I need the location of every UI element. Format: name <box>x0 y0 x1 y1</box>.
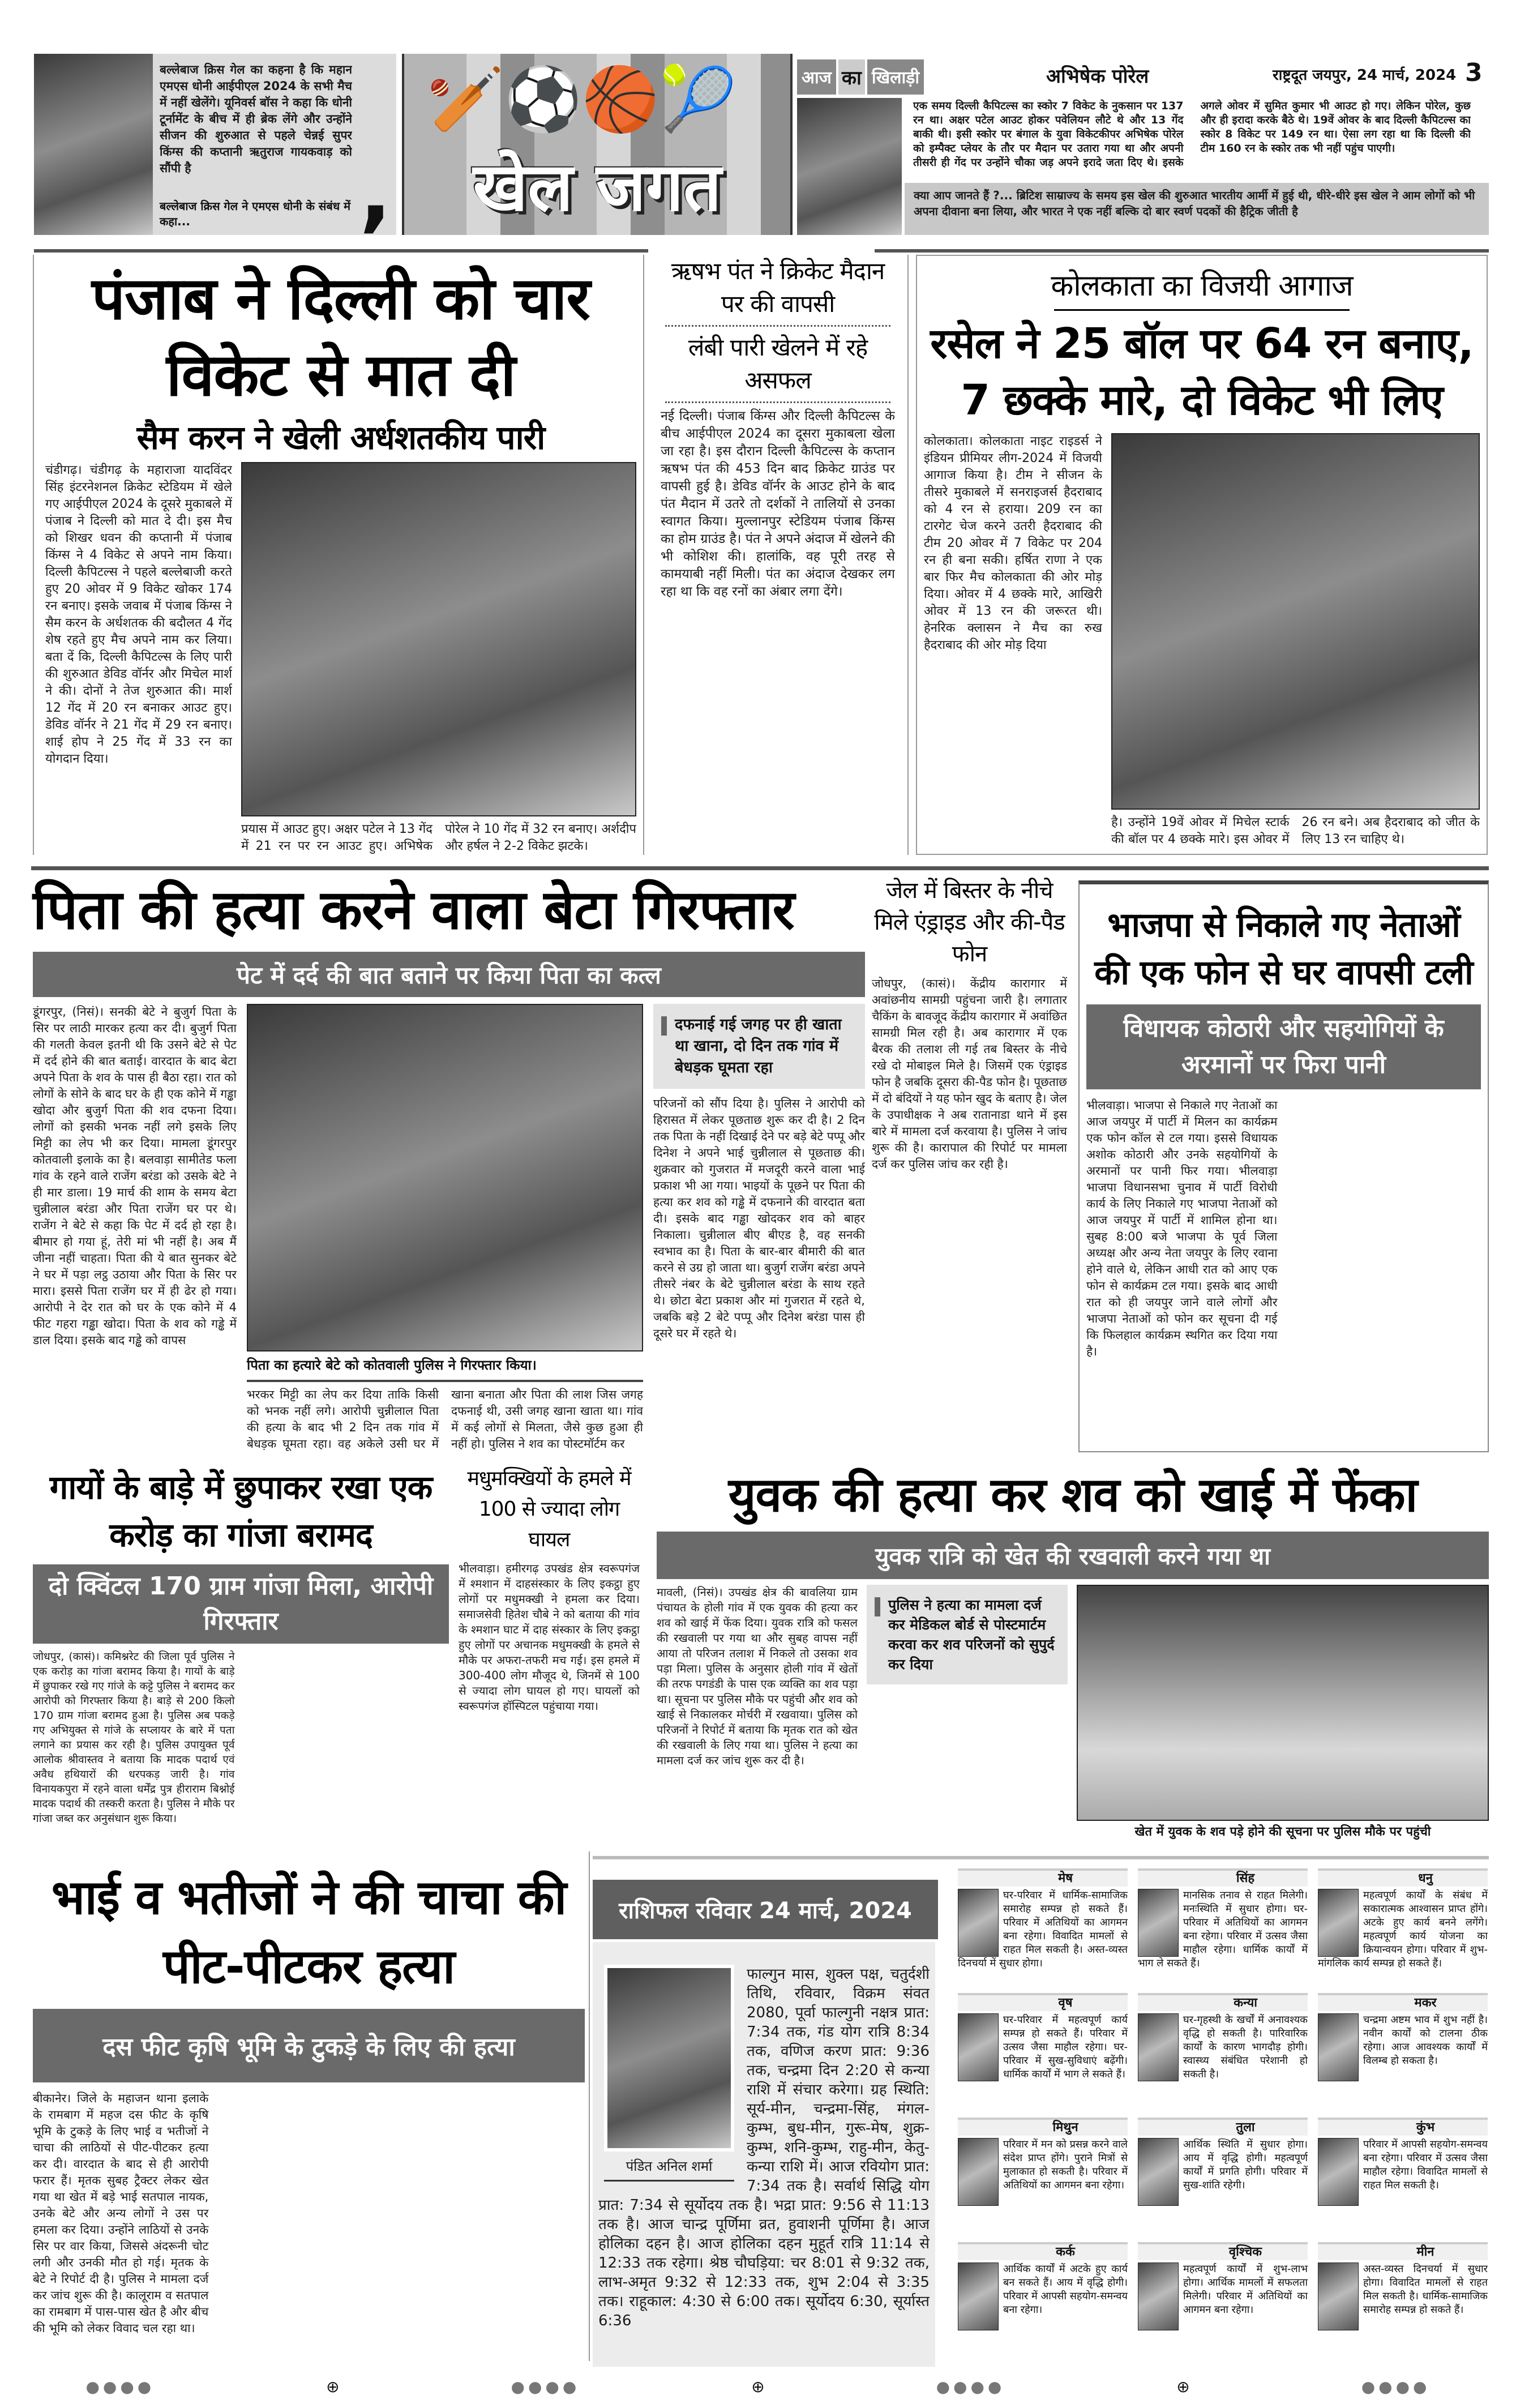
vrish-icon <box>958 2013 999 2081</box>
crosshair-icon: ⊕ <box>326 2377 340 2396</box>
sign-body <box>958 2011 1128 2112</box>
pullquote: पुलिस ने हत्या का मामला दर्ज कर मेडिकल बोर्ड से पोस्टमार्टम करवा कर शव परिजनों को सुपुर्द कर दिया <box>867 1585 1068 1684</box>
pandit-block <box>598 1965 740 2182</box>
headline: रसेल ने 25 बॉल पर 64 रन बनाए, 7 छक्के मारे, दो विकेट भी लिए <box>930 319 1474 425</box>
headline: ऋषभ पंत ने क्रिकेट मैदान पर की वापसी <box>671 257 885 318</box>
jail-story <box>872 875 1067 1452</box>
sign-text: चन्द्रमा अष्टम भाव में शुभ नहीं है। नवीन कार्यों को टालना ठीक रहेगा। आज आवश्यक कार्यों में विलम्ब हो सकता है। <box>1363 2014 1488 2067</box>
vrishchik-icon <box>1138 2262 1179 2330</box>
dotted-divider <box>665 401 890 403</box>
subhead: युवक रात्रि को खेत की रखवाली करने गया था <box>657 1532 1489 1579</box>
kanya-icon <box>1138 2013 1179 2081</box>
divider <box>875 249 1489 253</box>
headline: भाजपा से निकाले गए नेताओं की एक फोन से घर वापसी टली <box>1094 905 1473 993</box>
kolkata-content <box>924 433 1480 848</box>
khiladi-label-khiladi: खिलाड़ी <box>867 59 924 95</box>
khiladi-label <box>797 59 924 95</box>
subhead: लंबी पारी खेलने में रहे असफल <box>688 333 868 394</box>
sign-body <box>1138 2260 1308 2361</box>
headline: युवक की हत्या कर शव को खाई में फेंका <box>728 1467 1417 1522</box>
article-body: भीलवाड़ा। हमीरगढ़ उपखंड क्षेत्र स्वरूपगंज में श्मशान में दाहसंस्कार के लिए इकट्ठा हुए लोगों पर मधुमक्खी ने हमला कर दिया। समाजसेवी हितेश चौबे ने को बताया की गांव के श्मशान घाट में दाह संस्कार के लिए इकट्ठा हुए लोगों पर अचानक मधुमक्खी के हमले से मौके पर अफरा-तफरी मच गई। इस हमले में 300-400 लोग मौजूद थे, जिनमें से 100 से ज्यादा लोग घायल हो गए। घायलों को स्वरूपगंज हॉस्पिटल पहुंचाया गया। <box>459 1562 640 1713</box>
sign-text: घर-परिवार में धार्मिक-सामाजिक समारोह सम्पन्न हो सकते हैं। परिवार में अतिथियों का आगमन बना रहेगा। विवादित मामलों से राहत मिल सकती है। अस्त-व्यस्त दिनचर्या में सुधार होगा। <box>958 1889 1128 1969</box>
sign-text: घर-गृहस्थी के खर्चों में अनावश्यक वृद्धि हो सकती है। पारिवारिक कार्यों के कारण भागदौड़ होगी। स्वास्थ्य संबंधित परेशानी हो सकती है। <box>1183 2014 1308 2080</box>
sign-text: मानसिक तनाव से राहत मिलेगी। मनःस्थिति में सुधार होगा। घर-परिवार में अतिथियों का आगमन बना रहेगा। परिवार में उत्सव जैसा माहौल रहेगा। धार्मिक कार्यों में भाग ले सकते हैं। <box>1138 1889 1308 1969</box>
sign-name: सिंह <box>1138 1868 1308 1887</box>
article-body-mid: भरकर मिट्टी का लेप कर दिया ताकि किसी को भनक नहीं लगे। आरोपी चुन्नीलाल पिता की हत्या के बाद भी 2 दिन तक गांव में बेधड़क घूमता रहा। वह अकेले उसी घर में खाना बनाता और पिता की लाश जिस जगह दफनाई थी, उसी जगह खाना खाता था। गांव में कई लोगों से मिलता, जैसे कुछ हुआ ही नहीं हो। पुलिस ने शव का पोस्टमॉर्टम कर <box>247 1388 643 1451</box>
sign-name: कन्या <box>1138 1993 1308 2011</box>
headline: भाई व भतीजों ने की चाचा की पीट-पीटकर हत्या <box>51 1870 567 1994</box>
sign-body <box>1318 2260 1488 2361</box>
article-body-right: परिजनों को सौंप दिया है। पुलिस ने आरोपी को हिरासत में लेकर पूछताछ शुरू कर दी है। 2 दिन तक पिता के नहीं दिखाई देने पर बड़े बेटे पप्पू और दिनेश ने अपने भाई चुन्नीलाल से पूछताछ की। शुक्रवार को गुजरात में मजदूरी करने वाला भाई प्रकाश भी आ गया। भाइयों के पूछने पर पिता की हत्या कर शव को गड्ढे में दफनाने की वारदात बता दी। इसके बाद गड्ढा खोदकर शव को बाहर निकाला। चुन्नीलाल बीए बीएड है, वह सनकी स्वभाव का है। पिता के बार-बार बीमारी की बात करने से उग्र हो जाता था। बुजुर्ग राजेंग बरंडा अपने तीसरे नंबर के बेटे चुन्नीलाल बरंडा के साथ रहते थे। छोटा बेटा प्रकाश और मां गुजरात में रहते थे, जबकि बड़े 2 बेटे पप्पू और दिनेश बरंडा पास ही दूसरे घर में रहते थे। <box>653 1097 865 1340</box>
divider <box>34 249 648 253</box>
khiladi-box <box>797 54 1489 235</box>
article-body: जोधपुर, (कासं)। केंद्रीय कारागार में अवांछनीय सामग्री पहुंचना जारी है। लगातार चैकिंग के बावजूद केंद्रीय कारागार में अवांछित सामग्री मिल रही है। अब कारागार में एक बैरक की तलाश ली गई तब बिस्तर के नीचे रखे दो मोबाइल मिले है। जिसमें एक एंड्राइड फोन है जबकि दूसरा की-पैड फोन है। पूछताछ में दो बंदियों ने यह फोन खुद के बताए है। जेल के उपाधीक्षक ने अब रातानाडा थाने में इस बारे में मामला दर्ज करवाया है। पुलिस ने जांच शुरू की है। कारापाल की रिपोर्ट पर मामला दर्ज कर पुलिस जांच कर रही है। <box>872 977 1067 1171</box>
makar-icon <box>1318 2013 1359 2081</box>
panchang-tithi: फाल्गुन मास, शुक्ल पक्ष, चतुर्दशी तिथि, रविवार, विक्रम संवत 2080, पूर्वा फाल्गुनी नक्षत्र प्रात: 7:34 तक, गंड योग रात्रि 8:34 तक, वणिज करण प्रात: 9:36 तक, चन्द्रमा दिन 2:20 से कन्या राशि में संचार करेगा। <box>747 1966 930 2098</box>
yuvak-pull-column <box>867 1585 1068 1840</box>
sign-body <box>1318 2136 1488 2236</box>
sign-makar <box>1318 1993 1488 2112</box>
sign-name: तुला <box>1138 2118 1308 2136</box>
sign-text: अस्त-व्यस्त दिनचर्या में सुधार होगा। विवादित मामलों से राहत मिल सकती है। धार्मिक-सामाजिक समारोह सम्पन्न हो सकते हैं। <box>1363 2263 1488 2316</box>
sign-kanya <box>1138 1993 1308 2112</box>
mithun-icon <box>958 2138 999 2206</box>
color-bar-icon: ●●●● <box>936 2377 1005 2396</box>
headline: मधुमक्खियों के हमले में 100 से ज्यादा लोग घायल <box>467 1467 631 1551</box>
column-divider <box>589 1851 590 2361</box>
sign-text: परिवार में आपसी सहयोग-समन्वय बना रहेगा। परिवार में उत्सव जैसा माहौल रहेगा। विवादित मामलों से राहत मिल सकती है। <box>1363 2138 1488 2191</box>
sign-kumbh <box>1318 2118 1488 2236</box>
punjab-photo <box>241 462 636 816</box>
sign-kark <box>958 2242 1128 2361</box>
gayle-caption: बल्लेबाज क्रिस गेल ने एमएस धोनी के संबंध में कहा... <box>160 199 351 228</box>
tula-icon <box>1138 2138 1179 2206</box>
khiladi-label-aaj: आज <box>797 59 836 95</box>
ganja-story <box>33 1464 449 1840</box>
article-body-bottom: है। उन्होंने 19वें ओवर में मिचेल स्टार्क की बॉल पर 4 छक्के मारे। इस ओवर में 26 रन बने। अब हैदराबाद को जीत के लिए 13 रन चाहिए थे। <box>1111 815 1480 846</box>
subhead: दो क्विंटल 170 ग्राम गांजा मिला, आरोपी गिरफ्तार <box>33 1564 449 1644</box>
sign-body <box>1138 2136 1308 2236</box>
police-photo <box>247 1004 643 1351</box>
page-number: 3 <box>1465 58 1483 87</box>
kark-icon <box>958 2262 999 2330</box>
zodiac-grid <box>958 1868 1489 2367</box>
kicker: कोलकाता का विजयी आगाज <box>1051 269 1353 303</box>
pita-story <box>33 875 865 1452</box>
gayle-text-column <box>160 62 352 229</box>
sign-text: घर-परिवार में महत्वपूर्ण कार्य सम्पन्न हो सकते हैं। परिवार में उत्सव जैसा माहौल रहेगा। घर-परिवार में सुख-सुविधाएं बढ़ेंगी। धार्मिक कार्यों में भाग ले सकते हैं। <box>1003 2014 1128 2080</box>
sign-dhanu <box>1318 1868 1488 1987</box>
article-body: बीकानेर। जिले के महाजन थाना इलाके के रामबाग में महज दस फीट के कृषि भूमि के टुकड़े के लिए भाई व भतीजों ने चाचा की लाठियों से पीट-पीटकर हत्या कर दी। वारदात के बाद से ही आरोपी फरार हैं। मृतक सुबह ट्रैक्टर लेकर खेत गया था खेत में बड़े भाई सतपाल नायक, उनके बेटे और अन्य लोगों ने उस पर हमला कर दिया। उन्होंने लाठियों से उनके सिर पर वार किया, जिससे अंदरूनी चोट लगी और उनकी मौत हो गई। मृतक के बेटे ने रिपोर्ट दी है। पुलिस ने मामला दर्ज कर जांच शुरू की है। कालूराम व सतपाल का रामबाग में पास-पास खेत है और बीच की भूमि को लेकर विवाद चल रहा था। <box>33 2092 209 2335</box>
sign-body <box>958 2136 1128 2236</box>
article-body: मावली, (निसं)। उपखंड क्षेत्र की बावलिया ग्राम पंचायत के होली गांव में एक युवक की हत्या कर शव को खाई में फेंक दिया। युवक रात्रि को फसल की रखवाली पर गया था और सुबह वापस नहीं आया तो परिजन तलाश में निकले तो उसका शव पड़ा मिला। पुलिस के अनुसार होली गांव में खेतों की तरफ पगडंडी के पास एक व्यक्ति का शव पड़ा था। सूचना पर पुलिस मौके पर पहुंची और शव को खाई से निकालकर मोर्चरी में रखवाया। पुलिस को परिजनों ने रिपोर्ट में बताया कि मृतक रात को खेत की रखवाली के लिए गया था। पुलिस ने हत्या का मामला दर्ज कर जांच शुरू कर दी है। <box>657 1585 858 1767</box>
khiladi-photo <box>797 98 902 235</box>
gayle-box <box>34 54 396 242</box>
section-logo <box>402 54 793 235</box>
crosshair-icon: ⊕ <box>751 2377 765 2396</box>
sign-text: महत्वपूर्ण कार्यों में शुभ-लाभ होगा। आर्थिक मामलों में सफलता मिलेगी। परिवार में अतिथियों का आगमन बना रहेगा। <box>1183 2263 1308 2316</box>
rahukal: राहूकाल: 4:30 से 6:00 तक। सूर्योदय 6:30, सूर्यास्त 6:36 <box>598 2293 930 2329</box>
registration-marks <box>0 2375 1516 2398</box>
sign-text: महत्वपूर्ण कार्यों के संबंध में सकारात्मक आश्वासन प्राप्त होंगे। अटके हुए कार्य बनने लगेंगे। महत्वपूर्ण कार्य योजना का क्रियान्वयन होगा। परिवार में शुभ-मांगलिक कार्य सम्पन्न हो सकते हैं। <box>1318 1889 1488 1969</box>
sign-name: मिथुन <box>958 2118 1128 2136</box>
sign-name: मीन <box>1318 2242 1488 2260</box>
subhead: विधायक कोठारी और सहयोगियों के अरमानों पर फिरा पानी <box>1086 1004 1481 1089</box>
photo-caption: खेत में युवक के शव पड़े होने की सूचना पर पुलिस मौके पर पहुंची <box>1134 1825 1431 1839</box>
sign-name: वृष <box>958 1993 1128 2011</box>
yuvak-photo-column <box>1077 1585 1489 1840</box>
subhead: सैम करन ने खेली अर्धशतकीय पारी <box>136 418 545 457</box>
sign-tula <box>1138 2118 1308 2236</box>
sign-body <box>1318 2011 1488 2112</box>
sign-body <box>958 2260 1128 2361</box>
gayle-photo <box>34 54 153 235</box>
sign-body <box>958 1887 1128 1987</box>
pita-photo-column <box>247 1004 643 1452</box>
sign-mithun <box>958 2118 1128 2236</box>
dotted-divider <box>665 325 890 327</box>
subhead: पेट में दर्द की बात बताने पर किया पिता का कत्ल <box>33 952 865 997</box>
kumbh-icon <box>1318 2138 1359 2206</box>
bhai-story <box>33 1857 585 2367</box>
rashifal-section <box>593 1851 1489 2367</box>
sign-body <box>1138 2011 1308 2112</box>
pant-story <box>648 255 909 855</box>
headline: पिता की हत्या करने वाला बेटा गिरफ्तार <box>33 878 794 942</box>
kicker-rule <box>1054 309 1350 311</box>
article-body: भीलवाड़ा। भाजपा से निकाले गए नेताओं का आज जयपुर में पार्टी में मिलन का कार्यक्रम एक फोन कॉल से टल गया। इससे विधायक अशोक कोठारी और उनके सहयोगियों के अरमानों पर पानी फिर गया। भीलवाड़ा भाजपा विधानसभा चुनाव में पार्टी विरोधी कार्य के लिए निकाले गए भाजपा नेताओं को आज जयपुर में पार्टी में शामिल होना था। सुबह 8:00 बजे भाजपा के पूर्व जिला अध्यक्ष और अन्य नेता जयपुर के लिए रवाना होने वाले थे, लेकिन आधी रात को आए एक फोन से कार्यक्रम टल गया। इसके बाद आधी रात को ही जयपुर जाने वाले लोगों और भाजपा नेताओं को फोन कर सूचना दी गई कि फिलहाल कार्यक्रम स्थगित कर दिया गया है। <box>1086 1098 1278 1358</box>
kolkata-story <box>916 255 1488 855</box>
masthead <box>34 54 1489 242</box>
kolkata-photo <box>1111 433 1480 810</box>
article-body: डूंगरपुर, (निसं)। सनकी बेटे ने बुजुर्ग पिता के सिर पर लाठी मारकर हत्या कर दी। बुजुर्ग पिता की गलती केवल इतनी थी कि उसने बेटे से पेट में दर्द होने की बात बताई। वारदात के बाद बेटा अपने पिता के शव के पास ही बैठा रहा। रात को लोगों के सोने के बाद घर के ही एक कोने में गड्ढा खोदा और बुजुर्ग पिता की शव दफना दिया। लोगों को इसकी भनक नहीं लगे इसके लिए मिट्टी का लेप भी कर दिया। मामला डूंगरपुर कोतवाली इलाके का है। बलवाड़ा सामीतेड फला गांव के रहने वाले राजेंग बरंडा को उसके बेटे ने ही मार डाला। 19 मार्च की शाम के समय बेटा चुन्नीलाल बरंडा और पिता राजेंग घर पर थे। राजेंग ने बेटे से कहा कि पेट में दर्द हो रहा है। बीमार हो गया हूं, तेरी मां भी नहीं है। अब मैं जीना नहीं चाहता। पिता की ये बात सुनकर बेटे ने घर में पड़ा लट्ठ उठाया और पिता के सिर पर मारा। इससे पिता राजेंग घर में ही ढेर हो गया। आरोपी ने देर रात को घर के एक कोने में 4 फीट गहरा गड्ढा खोदा। पिता के शव को गड्ढे में डाल दिया। इसके बाद गड्ढे को वापस <box>33 1005 237 1347</box>
khiladi-label-ka: का <box>838 59 865 95</box>
sign-singh <box>1138 1868 1308 1987</box>
sports-equipment-icon: 🏏⚽🏀🎾 <box>427 63 737 135</box>
color-bar-icon: ●●●● <box>1361 2377 1431 2396</box>
crosshair-icon: ⊕ <box>1176 2377 1190 2396</box>
sign-name: धनु <box>1318 1868 1488 1887</box>
sign-name: कुंभ <box>1318 2118 1488 2136</box>
pandit-name: पंडित अनिल शर्मा <box>604 2157 734 2182</box>
pita-content <box>33 1004 865 1452</box>
sign-vrish <box>958 1993 1128 2112</box>
pita-right-column <box>653 1004 865 1452</box>
color-bar-icon: ●●●● <box>85 2377 155 2396</box>
article-body: कोलकाता। कोलकाता नाइट राइडर्स ने इंडियन प्रीमियर लीग-2024 में विजयी आगाज किया है। टीम ने सीजन के तीसरे मुकाबले में सनराइजर्स हैदराबाद को 4 रन से हराया। 209 रन का टारगेट चेज करने उतरी हैदराबाद की टीम 20 ओवर में 7 विकेट पर 204 रन ही बना सकी। हर्षित राणा ने एक बार फिर मैच कोलकाता की ओर मोड़ दिया। ओवर में 4 छक्के मारे, आखिरी ओवर में 13 रन की जरूरत थी। हेनरिक क्लासन ने मैच का रुख हैदराबाद की ओर मोड़ दिया <box>924 434 1102 652</box>
meen-icon <box>1318 2262 1359 2330</box>
dhanu-icon <box>1318 1889 1359 1957</box>
sign-mesh <box>958 1868 1128 1987</box>
article-body: नई दिल्ली। पंजाब किंग्स और दिल्ली कैपिटल्स के बीच आईपीएल 2024 का दूसरा मुकाबला खेला जा रहा है। इस दौरान दिल्ली कैपिटल्स के कप्तान ऋषभ पंत की 453 दिन बाद क्रिकेट ग्राउंड पर वापसी हुई है। डेविड वॉर्नर के आउट होने के बाद पंत मैदान में उतरे तो दर्शकों ने तालियों से उनका स्वागत किया। मुल्लानपुर स्टेडियम पंजाब किंग्स का होम ग्राउंड है। पंत ने अपने अंदाज में खेलने की भी कोशिश की। हालांकि, वह पूरी तरह से कामयाबी नहीं मिली। पंत का अंदाज देखकर लग रहा था कि वह रनों का अंबार लगा देंगे। <box>661 409 895 599</box>
article-body-bottom: प्रयास में आउट हुए। अक्षर पटेल ने 13 गेंद में 21 रन पर रन आउट हुए। अभिषेक पोरेल ने 10 गेंद में 32 रन बनाए। अर्शदीप और हर्षल ने 2-2 विकेट झटके। <box>241 822 636 853</box>
headline: पंजाब ने दिल्ली को चार विकेट से मात दी <box>92 264 590 409</box>
sign-body <box>1138 1887 1308 1987</box>
punjab-photo-column <box>241 462 636 855</box>
pandit-photo <box>604 1965 734 2152</box>
article-body: जोधपुर, (कासं)। कमिश्नरेट की जिला पूर्व पुलिस ने एक करोड़ का गांजा बरामद किया है। गायों के बाड़े में छुपाकर रखे गए गांजे के कट्टे पुलिस ने बरामद कर आरोपी को गिरफ्तार किया है। बाड़े से 200 किलो 170 ग्राम गांजा बरामद हुआ है। पुलिस अब पकड़े गए अभियुक्त से गांजे के सप्लायर के बारे में पता लगाने का प्रयास कर रही है। पुलिस उपायुक्त पूर्व आलोक श्रीवास्तव ने बताया कि मादक पदार्थ एवं अवैध हथियारों की धरपकड़ जारी है। गांव विनायकपुरा में रहने वाला धर्मेंद्र पुत्र हीराराम बिश्नोई मादक पदार्थ की तस्करी करता है। पुलिस ने मौके पर गांजा जब्त कर अनुसंधान शुरू किया। <box>33 1650 235 1825</box>
bjp-story <box>1078 880 1489 1452</box>
dateline: राष्ट्रदूत जयपुर, 24 मार्च, 2024 <box>1273 67 1457 84</box>
sign-name: वृश्चिक <box>1138 2242 1308 2260</box>
headline: जेल में बिस्तर के नीचे मिले एंड्राइड और की-पैड फोन <box>874 878 1065 967</box>
panchang-text <box>598 1965 930 2361</box>
subhead: दस फीट कृषि भूमि के टुकड़े के लिए की हत्या <box>33 2009 585 2082</box>
punjab-story <box>33 255 644 855</box>
article-body: चंडीगढ़। चंडीगढ़ के महाराजा यादविंदर सिंह इंटरनेशनल क्रिकेट स्टेडियम में खेले गए आईपीएल 2024 के दूसरे मुकाबले में पंजाब ने दिल्ली को मात दे दी। इस मैच को शिखर धवन की कप्तानी में पंजाब किंग्स ने 4 विकेट से अपने नाम किया। दिल्ली कैपिटल्स ने पहले बल्लेबाजी करते हुए 20 ओवर में 9 विकेट खोकर 174 रन बनाए। इसके जवाब में पंजाब किंग्स ने सैम करन के अर्धशतक की बदौलत 4 गेंद शेष रहते हुए मैच अपने नाम कर लिया। बता दें कि, दिल्ली कैपिटल्स के लिए पारी की शुरुआत डेविड वॉर्नर और मिचेल मार्श ने की। दोनों ने तेज शुरुआत की। मार्श 12 गेंद में 20 रन बनाकर आउट हुए। डेविड वॉर्नर ने 21 गेंद में 29 रन बनाए। शाई होप ने 25 गेंद में 33 रन का योगदान दिया। <box>45 463 232 766</box>
singh-icon <box>1138 1889 1179 1957</box>
color-bar-icon: ●●●● <box>511 2377 580 2396</box>
yoga-text: आज रवियोग प्रात: 7:34 तक है। सर्वार्थ सिद्धि योग प्रात: 7:34 से सूर्योदय तक है। भद्रा प्रात: 9:56 से 11:13 तक है। आज चान्द्र पूर्णिमा व्रत, हुवाशनी पूर्णिमा है। आज होलिका दहन है। आज होलिका दहन मुहूर्त रात्रि 11:14 से 12:33 तक रहेगा। <box>598 2158 930 2272</box>
quote-mark-icon: , <box>359 143 392 242</box>
sign-body <box>1318 1887 1488 1987</box>
did-you-know: क्या आप जानते हैं ?... ब्रिटिश साम्राज्य के समय इस खेल की शुरुआत भारतीय आर्मी में हुई थी, धीरे-धीरे इस खेल ने आम लोगों को भी अपना दीवाना बना लिया, और भारत ने एक नहीं बल्कि दो बार स्वर्ण पदकों की हैट्रिक जीती है <box>905 183 1489 235</box>
khiladi-name: अभिषेक पोरेल <box>1046 65 1149 88</box>
bees-story <box>459 1464 640 1840</box>
sign-vrishchik <box>1138 2242 1308 2361</box>
sign-meen <box>1318 2242 1488 2361</box>
sign-name: मेष <box>958 1868 1128 1887</box>
sign-name: मकर <box>1318 1993 1488 2011</box>
yuvak-content <box>657 1585 1489 1840</box>
photo-caption: पिता का हत्यारे बेटे को कोतवाली पुलिस ने गिरफ्तार किया। <box>247 1356 643 1382</box>
sign-name: कर्क <box>958 2242 1128 2260</box>
gayle-text: बल्लेबाज क्रिस गेल का कहना है कि महान एमएस धोनी आईपीएल 2024 के सभी मैच में नहीं खेलेंगे। यूनिवर्स बॉस ने कहा कि धोनी टूर्नामेंट के बीच में ही ब्रेक लेंगे और उन्होंने सीजन की शुरुआत से पहले चेन्नई सुपर किंग्स की कप्तानी ऋतुराज गायकवाड़ को सौंपी है <box>160 63 352 175</box>
divider <box>31 866 1489 870</box>
headline: गायों के बाड़े में छुपाकर रखा एक करोड़ का गांजा बरामद <box>49 1468 432 1554</box>
sign-text: आर्थिक स्थिति में सुधार होगा। आय में वृद्धि होगी। महत्वपूर्ण कार्यों में प्रगति होगी। परिवार में सुख-शांति रहेगी। <box>1183 2138 1308 2191</box>
choghadiya: श्रेष्ठ चौघड़िया: चर 8:01 से 9:32 तक, लाभ-अमृत 9:32 से 12:33 तक, शुभ 2:04 से 3:35 तक। <box>598 2255 930 2310</box>
section-logo-text: खेल जगत <box>473 148 722 226</box>
pullquote: दफनाई गई जगह पर ही खाता था खाना, दो दिन तक गांव में बेधड़क घूमता रहा <box>653 1004 865 1089</box>
divider <box>593 1856 1489 1859</box>
graha-sthiti: ग्रह स्थिति: सूर्य-मीन, चन्द्रमा-सिंह, मंगल-कुम्भ, बुध-मीन, गुरू-मेष, शुक्र-कुम्भ, शनि-कुम्भ, राहु-मीन, केतु-कन्या राशि में। <box>747 2081 930 2175</box>
rashifal-title: राशिफल रविवार 24 मार्च, 2024 <box>593 1880 938 1939</box>
sign-text: परिवार में मन को प्रसन्न करने वाले संदेश प्राप्त होंगे। पुराने मित्रों से मुलाकात हो सकती है। परिवार में अतिथियों का आगमन बना रहेगा। <box>1003 2138 1128 2191</box>
panchang-box <box>593 1942 935 2367</box>
yuvak-story <box>657 1464 1489 1840</box>
sign-text: आर्थिक कार्यों में अटके हुए कार्य बन सकते हैं। आय में वृद्धि होगी। परिवार में आपसी सहयोग-समन्वय बना रहेगा। <box>1003 2263 1128 2316</box>
punjab-content <box>45 462 636 855</box>
mesh-icon <box>958 1889 999 1957</box>
field-photo <box>1077 1585 1489 1821</box>
kolkata-photo-column <box>1111 433 1480 848</box>
khiladi-text: एक समय दिल्ली कैपिटल्स का स्कोर 7 विकेट के नुकसान पर 137 रन था। अक्षर पटेल आउट होकर पवेलियन लौटे थे और 13 गेंद बाकी थी। इसी स्कोर पर बंगाल के युवा विकेटकीपर अभिषेक पोरेल को इम्पैक्ट प्लेयर के तौर पर मैदान पर उतारा गया था और अपनी तीसरी ही गेंद पर उन्होंने चौका जड़ अपने इरादे जता दिए थे। इसके अगले ओवर में सुमित कुमार भी आउट हो गए। लेकिन पोरेल, कुछ और ही इरादा करके बैठे थे। 19वें ओवर के बाद दिल्ली कैपिटल्स का स्कोर 8 विकेट पर 149 रन था। ऐसा लग रहा था कि दिल्ली की टीम 160 रन के स्कोर तक भी नहीं पहुंच पाएगी। <box>913 100 1471 169</box>
